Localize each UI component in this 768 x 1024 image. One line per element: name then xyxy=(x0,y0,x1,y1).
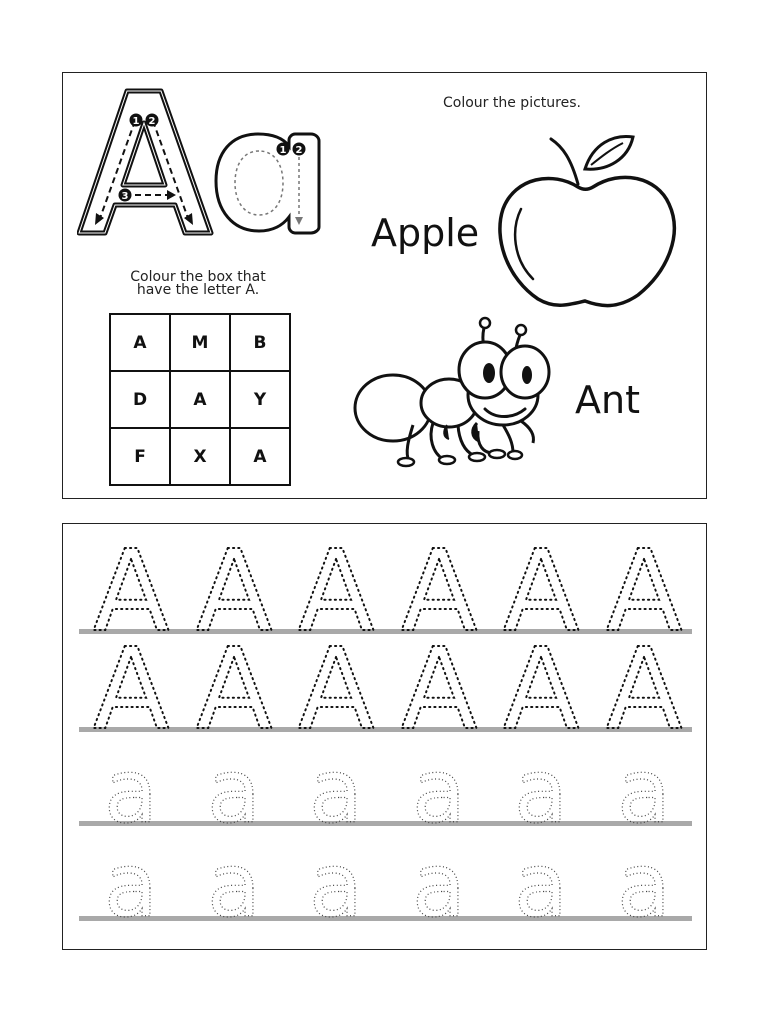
dotted-capital-a[interactable] xyxy=(501,544,581,634)
grid-cell[interactable]: A xyxy=(110,314,170,371)
trace-letter: A xyxy=(92,642,170,732)
dotted-capital-a[interactable] xyxy=(91,544,171,634)
trace-letter: A xyxy=(502,642,580,732)
dotted-lowercase-a[interactable] xyxy=(91,832,171,922)
dotted-lowercase-a[interactable] xyxy=(296,832,376,922)
trace-letter: a xyxy=(616,834,671,922)
grid-cell[interactable]: M xyxy=(170,314,230,371)
trace-letter: a xyxy=(206,740,261,828)
grid-cell[interactable]: B xyxy=(230,314,290,371)
grid-cell[interactable]: A xyxy=(170,371,230,428)
grid-cell[interactable]: D xyxy=(110,371,170,428)
dotted-capital-a[interactable] xyxy=(399,544,479,634)
colour-pictures-instruction: Colour the pictures. xyxy=(443,95,581,111)
dotted-lowercase-a[interactable] xyxy=(604,738,684,828)
trace-letter: a xyxy=(616,740,671,828)
dotted-capital-a[interactable] xyxy=(604,642,684,732)
tracing-practice-panel xyxy=(62,523,707,950)
box-instruction-line2: have the letter A. xyxy=(136,282,260,298)
dotted-lowercase-a[interactable] xyxy=(604,832,684,922)
apple-icon[interactable] xyxy=(493,129,683,314)
ant-icon[interactable] xyxy=(353,313,553,468)
trace-letter: a xyxy=(104,834,158,922)
box-instruction-line1: Colour the box that xyxy=(130,269,266,285)
dotted-lowercase-a[interactable] xyxy=(91,738,171,828)
trace-letter: A xyxy=(92,544,170,634)
trace-letter: a xyxy=(411,740,466,828)
trace-letter: A xyxy=(297,642,375,732)
apple-word: Apple xyxy=(371,211,480,255)
grid-cell[interactable]: F xyxy=(110,428,170,485)
dotted-lowercase-a[interactable] xyxy=(501,738,581,828)
grid-row xyxy=(110,428,290,485)
trace-letter: A xyxy=(297,544,375,634)
trace-letter: a xyxy=(206,834,261,922)
dotted-capital-a[interactable] xyxy=(296,544,376,634)
grid-cell[interactable]: A xyxy=(230,428,290,485)
capital-a-tracing-icon xyxy=(77,83,217,243)
dotted-lowercase-a[interactable] xyxy=(194,832,274,922)
svg-text:3: 3 xyxy=(121,191,129,202)
grid-row xyxy=(110,371,290,428)
dotted-lowercase-a[interactable] xyxy=(194,738,274,828)
trace-letter: A xyxy=(605,642,682,732)
dotted-capital-a[interactable] xyxy=(194,642,274,732)
dotted-capital-a[interactable] xyxy=(91,642,171,732)
trace-letter: A xyxy=(400,544,477,634)
dotted-capital-a[interactable] xyxy=(399,642,479,732)
dotted-lowercase-a[interactable] xyxy=(501,832,581,922)
svg-text:2: 2 xyxy=(295,145,303,156)
grid-cell[interactable]: X xyxy=(170,428,230,485)
letter-grid xyxy=(109,313,291,486)
grid-row xyxy=(110,314,290,371)
dotted-lowercase-a[interactable] xyxy=(399,738,479,828)
trace-letter: a xyxy=(411,834,466,922)
lowercase-a-tracing-icon xyxy=(213,131,323,236)
grid-cell[interactable]: Y xyxy=(230,371,290,428)
dotted-lowercase-a[interactable] xyxy=(296,738,376,828)
trace-letter: a xyxy=(309,740,363,828)
trace-letter: a xyxy=(309,834,363,922)
trace-letter: a xyxy=(104,740,158,828)
letter-a-activity-panel xyxy=(62,72,707,499)
trace-letter: a xyxy=(514,740,568,828)
box-instruction xyxy=(103,271,293,297)
dotted-capital-a[interactable] xyxy=(501,642,581,732)
trace-letter: A xyxy=(400,642,477,732)
trace-letter: A xyxy=(195,544,272,634)
trace-letter: A xyxy=(605,544,682,634)
dotted-capital-a[interactable] xyxy=(296,642,376,732)
dotted-lowercase-a[interactable] xyxy=(399,832,479,922)
svg-text:1: 1 xyxy=(132,116,140,127)
ant-word: Ant xyxy=(575,378,640,422)
trace-letter: A xyxy=(195,642,272,732)
trace-letter: A xyxy=(502,544,580,634)
svg-text:2: 2 xyxy=(148,116,156,127)
svg-text:1: 1 xyxy=(279,145,287,156)
dotted-capital-a[interactable] xyxy=(604,544,684,634)
dotted-capital-a[interactable] xyxy=(194,544,274,634)
trace-letter: a xyxy=(514,834,568,922)
